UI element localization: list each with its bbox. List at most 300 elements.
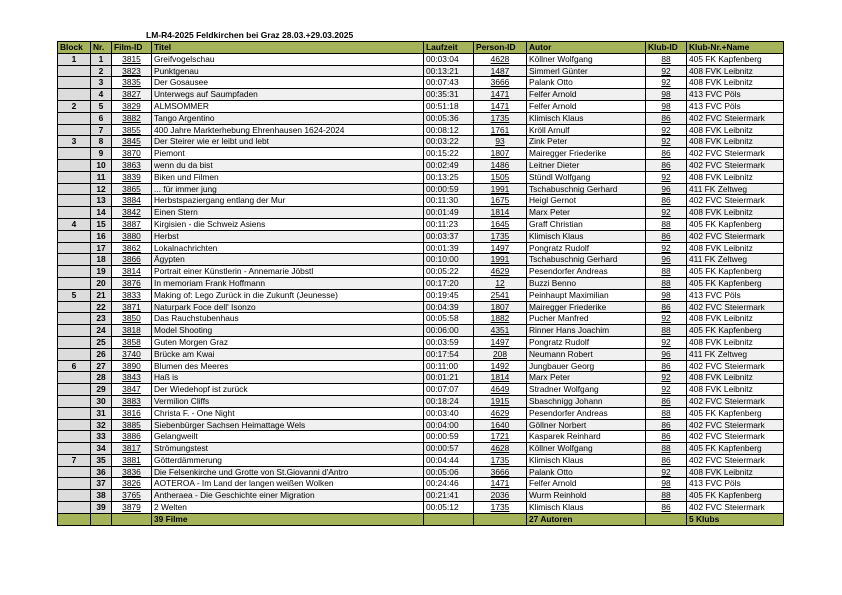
table-row [58, 136, 784, 148]
table-row [58, 277, 784, 289]
table-row [58, 490, 784, 502]
author-cell: Palank Otto [527, 77, 646, 89]
person-id-cell: 4629 [474, 266, 527, 278]
table-row [58, 230, 784, 242]
club-name-cell: 402 FVC Steiermark [687, 419, 784, 431]
table-row [58, 360, 784, 372]
nr-cell: 31 [91, 407, 112, 419]
author-cell: Klimisch Klaus [527, 454, 646, 466]
film-id-cell: 3817 [112, 443, 152, 455]
title-cell: Brücke am Kwai [152, 348, 424, 360]
title-cell: Kirgisien - die Schweiz Asiens [152, 218, 424, 230]
film-id-cell: 3862 [112, 242, 152, 254]
person-id-cell: 2036 [474, 490, 527, 502]
footer-empty [112, 513, 152, 525]
club-name-cell: 413 FVC Pöls [687, 478, 784, 490]
title-cell: Blumen des Meeres [152, 360, 424, 372]
title-cell: Gelangweilt [152, 431, 424, 443]
film-id-cell: 3815 [112, 53, 152, 65]
person-id-cell: 1505 [474, 171, 527, 183]
runtime-cell: 00:35:31 [424, 89, 474, 101]
header-author: Autor [527, 42, 646, 54]
runtime-cell: 00:00:59 [424, 183, 474, 195]
film-id-cell: 3858 [112, 336, 152, 348]
title-cell: Herbstspaziergang entlang der Mur [152, 195, 424, 207]
author-cell: Felfer Arnold [527, 100, 646, 112]
club-id-cell: 88 [646, 443, 687, 455]
runtime-cell: 00:06:00 [424, 325, 474, 337]
club-name-cell: 413 FVC Pöls [687, 89, 784, 101]
person-id-cell: 4628 [474, 443, 527, 455]
club-id-cell: 86 [646, 395, 687, 407]
title-cell: AOTEROA - Im Land der langen weißen Wolken [152, 478, 424, 490]
person-id-cell: 1807 [474, 301, 527, 313]
author-cell: Marx Peter [527, 207, 646, 219]
block-cell [58, 336, 91, 348]
person-id-cell: 1735 [474, 112, 527, 124]
table-row [58, 183, 784, 195]
person-id-cell: 1814 [474, 207, 527, 219]
runtime-cell: 00:04:39 [424, 301, 474, 313]
nr-cell: 7 [91, 124, 112, 136]
person-id-cell: 1471 [474, 89, 527, 101]
club-name-cell: 405 FK Kapfenberg [687, 266, 784, 278]
runtime-cell: 00:17:54 [424, 348, 474, 360]
author-cell: Peinhaupt Maximilian [527, 289, 646, 301]
film-id-cell: 3876 [112, 277, 152, 289]
film-id-cell: 3836 [112, 466, 152, 478]
title-cell: Herbst [152, 230, 424, 242]
club-name-cell: 402 FVC Steiermark [687, 454, 784, 466]
nr-cell: 12 [91, 183, 112, 195]
title-cell: Haß is [152, 372, 424, 384]
runtime-cell: 00:10:00 [424, 254, 474, 266]
person-id-cell: 4649 [474, 384, 527, 396]
table-row [58, 148, 784, 160]
film-id-cell: 3880 [112, 230, 152, 242]
runtime-cell: 00:07:43 [424, 77, 474, 89]
runtime-cell: 00:01:49 [424, 207, 474, 219]
person-id-cell: 4628 [474, 53, 527, 65]
runtime-cell: 00:05:58 [424, 313, 474, 325]
film-id-cell: 3890 [112, 360, 152, 372]
table-row [58, 171, 784, 183]
runtime-cell: 00:24:46 [424, 478, 474, 490]
runtime-cell: 00:00:59 [424, 431, 474, 443]
club-name-cell: 408 FVK Leibnitz [687, 136, 784, 148]
film-id-cell: 3863 [112, 159, 152, 171]
film-id-cell: 3882 [112, 112, 152, 124]
runtime-cell: 00:17:20 [424, 277, 474, 289]
person-id-cell: 1497 [474, 336, 527, 348]
table-row [58, 466, 784, 478]
club-id-cell: 86 [646, 148, 687, 160]
nr-cell: 25 [91, 336, 112, 348]
club-id-cell: 92 [646, 124, 687, 136]
author-cell: Pesendorfer Andreas [527, 407, 646, 419]
film-id-cell: 3855 [112, 124, 152, 136]
author-cell: Mairegger Friederike [527, 301, 646, 313]
header-nr: Nr. [91, 42, 112, 54]
film-id-cell: 3847 [112, 384, 152, 396]
nr-cell: 2 [91, 65, 112, 77]
title-cell: Tango Argentino [152, 112, 424, 124]
club-name-cell: 405 FK Kapfenberg [687, 325, 784, 337]
person-id-cell: 208 [474, 348, 527, 360]
nr-cell: 32 [91, 419, 112, 431]
block-cell: 7 [58, 454, 91, 466]
film-id-cell: 3845 [112, 136, 152, 148]
club-name-cell: 402 FVC Steiermark [687, 112, 784, 124]
title-cell: Götterdämmerung [152, 454, 424, 466]
table-row [58, 395, 784, 407]
nr-cell: 15 [91, 218, 112, 230]
footer-clubs-count: 5 Klubs [687, 513, 784, 525]
person-id-cell: 1735 [474, 454, 527, 466]
film-id-cell: 3765 [112, 490, 152, 502]
table-row [58, 478, 784, 490]
table-row [58, 254, 784, 266]
runtime-cell: 00:03:22 [424, 136, 474, 148]
club-name-cell: 408 FVK Leibnitz [687, 242, 784, 254]
runtime-cell: 00:18:24 [424, 395, 474, 407]
film-id-cell: 3842 [112, 207, 152, 219]
runtime-cell: 00:15:22 [424, 148, 474, 160]
film-id-cell: 3835 [112, 77, 152, 89]
block-cell [58, 254, 91, 266]
table-row [58, 407, 784, 419]
runtime-cell: 00:05:06 [424, 466, 474, 478]
club-id-cell: 86 [646, 301, 687, 313]
block-cell [58, 89, 91, 101]
nr-cell: 22 [91, 301, 112, 313]
club-id-cell: 92 [646, 77, 687, 89]
table-row [58, 53, 784, 65]
author-cell: Pucher Manfred [527, 313, 646, 325]
person-id-cell: 1735 [474, 502, 527, 514]
club-name-cell: 402 FVC Steiermark [687, 195, 784, 207]
club-name-cell: 402 FVC Steiermark [687, 502, 784, 514]
block-cell [58, 277, 91, 289]
block-cell [58, 159, 91, 171]
nr-cell: 23 [91, 313, 112, 325]
block-cell [58, 419, 91, 431]
footer-empty [91, 513, 112, 525]
club-id-cell: 98 [646, 289, 687, 301]
runtime-cell: 00:05:12 [424, 502, 474, 514]
author-cell: Stradner Wolfgang [527, 384, 646, 396]
author-cell: Pongratz Rudolf [527, 336, 646, 348]
club-id-cell: 88 [646, 277, 687, 289]
nr-cell: 13 [91, 195, 112, 207]
club-name-cell: 402 FVC Steiermark [687, 395, 784, 407]
title-cell: Christa F. - One Night [152, 407, 424, 419]
club-id-cell: 86 [646, 454, 687, 466]
title-cell: Das Rauchstubenhaus [152, 313, 424, 325]
header-row [58, 42, 784, 54]
block-cell [58, 384, 91, 396]
nr-cell: 20 [91, 277, 112, 289]
film-id-cell: 3740 [112, 348, 152, 360]
table-row [58, 100, 784, 112]
club-id-cell: 88 [646, 325, 687, 337]
block-cell [58, 395, 91, 407]
nr-cell: 16 [91, 230, 112, 242]
footer-row [58, 513, 784, 525]
nr-cell: 17 [91, 242, 112, 254]
author-cell: Neumann Robert [527, 348, 646, 360]
block-cell [58, 148, 91, 160]
club-name-cell: 408 FVK Leibnitz [687, 65, 784, 77]
title-cell: Punktgenau [152, 65, 424, 77]
nr-cell: 10 [91, 159, 112, 171]
block-cell: 4 [58, 218, 91, 230]
block-cell [58, 313, 91, 325]
film-id-cell: 3883 [112, 395, 152, 407]
block-cell [58, 348, 91, 360]
club-name-cell: 408 FVK Leibnitz [687, 171, 784, 183]
author-cell: Klimisch Klaus [527, 230, 646, 242]
person-id-cell: 1675 [474, 195, 527, 207]
person-id-cell: 4351 [474, 325, 527, 337]
nr-cell: 37 [91, 478, 112, 490]
runtime-cell: 00:51:18 [424, 100, 474, 112]
block-cell [58, 372, 91, 384]
person-id-cell: 1915 [474, 395, 527, 407]
runtime-cell: 00:03:40 [424, 407, 474, 419]
film-id-cell: 3833 [112, 289, 152, 301]
table-row [58, 65, 784, 77]
block-cell [58, 183, 91, 195]
club-id-cell: 86 [646, 112, 687, 124]
runtime-cell: 00:03:37 [424, 230, 474, 242]
film-id-cell: 3826 [112, 478, 152, 490]
nr-cell: 30 [91, 395, 112, 407]
header-film-id: Film-ID [112, 42, 152, 54]
club-name-cell: 402 FVC Steiermark [687, 431, 784, 443]
person-id-cell: 1761 [474, 124, 527, 136]
club-name-cell: 413 FVC Pöls [687, 289, 784, 301]
block-cell [58, 207, 91, 219]
person-id-cell: 3666 [474, 466, 527, 478]
nr-cell: 39 [91, 502, 112, 514]
nr-cell: 19 [91, 266, 112, 278]
film-id-cell: 3884 [112, 195, 152, 207]
document-title: LM-R4-2025 Feldkirchen bei Graz 28.03.+29.03.2025 [146, 30, 354, 40]
club-name-cell: 402 FVC Steiermark [687, 301, 784, 313]
club-id-cell: 88 [646, 53, 687, 65]
nr-cell: 38 [91, 490, 112, 502]
club-id-cell: 98 [646, 89, 687, 101]
nr-cell: 9 [91, 148, 112, 160]
club-name-cell: 408 FVK Leibnitz [687, 124, 784, 136]
block-cell [58, 478, 91, 490]
block-cell [58, 124, 91, 136]
block-cell [58, 230, 91, 242]
author-cell: Kröll Arnulf [527, 124, 646, 136]
table-body [58, 53, 784, 513]
table-row [58, 159, 784, 171]
title-cell: ... für immer jung [152, 183, 424, 195]
author-cell: Felfer Arnold [527, 89, 646, 101]
author-cell: Buzzi Benno [527, 277, 646, 289]
club-id-cell: 92 [646, 313, 687, 325]
title-cell: Model Shooting [152, 325, 424, 337]
club-id-cell: 92 [646, 242, 687, 254]
table-row [58, 112, 784, 124]
table-row [58, 348, 784, 360]
club-name-cell: 411 FK Zeltweg [687, 254, 784, 266]
runtime-cell: 00:05:36 [424, 112, 474, 124]
title-cell: Vermilion Cliffs [152, 395, 424, 407]
person-id-cell: 2541 [474, 289, 527, 301]
club-name-cell: 405 FK Kapfenberg [687, 490, 784, 502]
club-id-cell: 88 [646, 266, 687, 278]
club-id-cell: 88 [646, 218, 687, 230]
person-id-cell: 1487 [474, 65, 527, 77]
block-cell: 1 [58, 53, 91, 65]
title-cell: Biken und Filmen [152, 171, 424, 183]
club-id-cell: 96 [646, 348, 687, 360]
club-id-cell: 92 [646, 207, 687, 219]
author-cell: Zink Peter [527, 136, 646, 148]
club-id-cell: 98 [646, 100, 687, 112]
table-row [58, 89, 784, 101]
film-id-cell: 3879 [112, 502, 152, 514]
film-id-cell: 3827 [112, 89, 152, 101]
block-cell [58, 242, 91, 254]
title-cell: Portrait einer Künstlerin - Annemarie Jöbstl [152, 266, 424, 278]
runtime-cell: 00:01:39 [424, 242, 474, 254]
film-id-cell: 3871 [112, 301, 152, 313]
block-cell [58, 301, 91, 313]
block-cell: 3 [58, 136, 91, 148]
club-name-cell: 405 FK Kapfenberg [687, 53, 784, 65]
block-cell: 2 [58, 100, 91, 112]
runtime-cell: 00:01:21 [424, 372, 474, 384]
table-row [58, 301, 784, 313]
film-id-cell: 3829 [112, 100, 152, 112]
person-id-cell: 1814 [474, 372, 527, 384]
club-id-cell: 88 [646, 407, 687, 419]
person-id-cell: 4629 [474, 407, 527, 419]
title-cell: Greifvogelschau [152, 53, 424, 65]
block-cell [58, 266, 91, 278]
header-club-id: Klub-ID [646, 42, 687, 54]
club-id-cell: 86 [646, 159, 687, 171]
nr-cell: 34 [91, 443, 112, 455]
block-cell [58, 171, 91, 183]
club-id-cell: 86 [646, 195, 687, 207]
block-cell [58, 77, 91, 89]
club-id-cell: 86 [646, 431, 687, 443]
club-id-cell: 98 [646, 478, 687, 490]
title-cell: Der Gosausee [152, 77, 424, 89]
runtime-cell: 00:11:00 [424, 360, 474, 372]
title-cell: ALMSOMMER [152, 100, 424, 112]
person-id-cell: 1497 [474, 242, 527, 254]
footer-films-count: 39 Filme [152, 513, 424, 525]
club-id-cell: 92 [646, 384, 687, 396]
runtime-cell: 00:19:45 [424, 289, 474, 301]
block-cell [58, 195, 91, 207]
film-id-cell: 3866 [112, 254, 152, 266]
film-id-cell: 3823 [112, 65, 152, 77]
runtime-cell: 00:08:12 [424, 124, 474, 136]
runtime-cell: 00:03:04 [424, 53, 474, 65]
club-name-cell: 405 FK Kapfenberg [687, 218, 784, 230]
club-name-cell: 405 FK Kapfenberg [687, 443, 784, 455]
runtime-cell: 00:13:21 [424, 65, 474, 77]
person-id-cell: 1640 [474, 419, 527, 431]
author-cell: Marx Peter [527, 372, 646, 384]
title-cell: 2 Welten [152, 502, 424, 514]
table-row [58, 372, 784, 384]
title-cell: Antheraea - Die Geschichte einer Migration [152, 490, 424, 502]
film-id-cell: 3818 [112, 325, 152, 337]
table-row [58, 336, 784, 348]
block-cell: 5 [58, 289, 91, 301]
block-cell: 6 [58, 360, 91, 372]
table-row [58, 124, 784, 136]
author-cell: Klimisch Klaus [527, 502, 646, 514]
author-cell: Sbaschnigg Johann [527, 395, 646, 407]
title-cell: Ägypten [152, 254, 424, 266]
nr-cell: 6 [91, 112, 112, 124]
person-id-cell: 1882 [474, 313, 527, 325]
table-row [58, 266, 784, 278]
runtime-cell: 00:13:25 [424, 171, 474, 183]
club-name-cell: 408 FVK Leibnitz [687, 336, 784, 348]
nr-cell: 36 [91, 466, 112, 478]
table-row [58, 313, 784, 325]
club-name-cell: 408 FVK Leibnitz [687, 466, 784, 478]
author-cell: Tschabuschnig Gerhard [527, 254, 646, 266]
film-id-cell: 3839 [112, 171, 152, 183]
film-id-cell: 3865 [112, 183, 152, 195]
block-cell [58, 112, 91, 124]
title-cell: Unterwegs auf Saumpfaden [152, 89, 424, 101]
author-cell: Klimisch Klaus [527, 112, 646, 124]
nr-cell: 18 [91, 254, 112, 266]
runtime-cell: 00:05:22 [424, 266, 474, 278]
header-person-id: Person-ID [474, 42, 527, 54]
table-row [58, 77, 784, 89]
author-cell: Palank Otto [527, 466, 646, 478]
runtime-cell: 00:21:41 [424, 490, 474, 502]
runtime-cell: 00:11:23 [424, 218, 474, 230]
author-cell: Heigl Gernot [527, 195, 646, 207]
author-cell: Felfer Arnold [527, 478, 646, 490]
person-id-cell: 1492 [474, 360, 527, 372]
author-cell: Stündl Wolfgang [527, 171, 646, 183]
block-cell [58, 325, 91, 337]
person-id-cell: 1471 [474, 478, 527, 490]
author-cell: Kasparek Reinhard [527, 431, 646, 443]
person-id-cell: 3666 [474, 77, 527, 89]
block-cell [58, 407, 91, 419]
person-id-cell: 1471 [474, 100, 527, 112]
person-id-cell: 1807 [474, 148, 527, 160]
title-cell: Die Felsenkirche und Grotte von St.Giovanni d'Antro [152, 466, 424, 478]
nr-cell: 8 [91, 136, 112, 148]
table-row [58, 195, 784, 207]
block-cell [58, 490, 91, 502]
title-cell: 400 Jahre Markterhebung Ehrenhausen 1624-2024 [152, 124, 424, 136]
club-id-cell: 92 [646, 466, 687, 478]
film-id-cell: 3850 [112, 313, 152, 325]
film-id-cell: 3816 [112, 407, 152, 419]
